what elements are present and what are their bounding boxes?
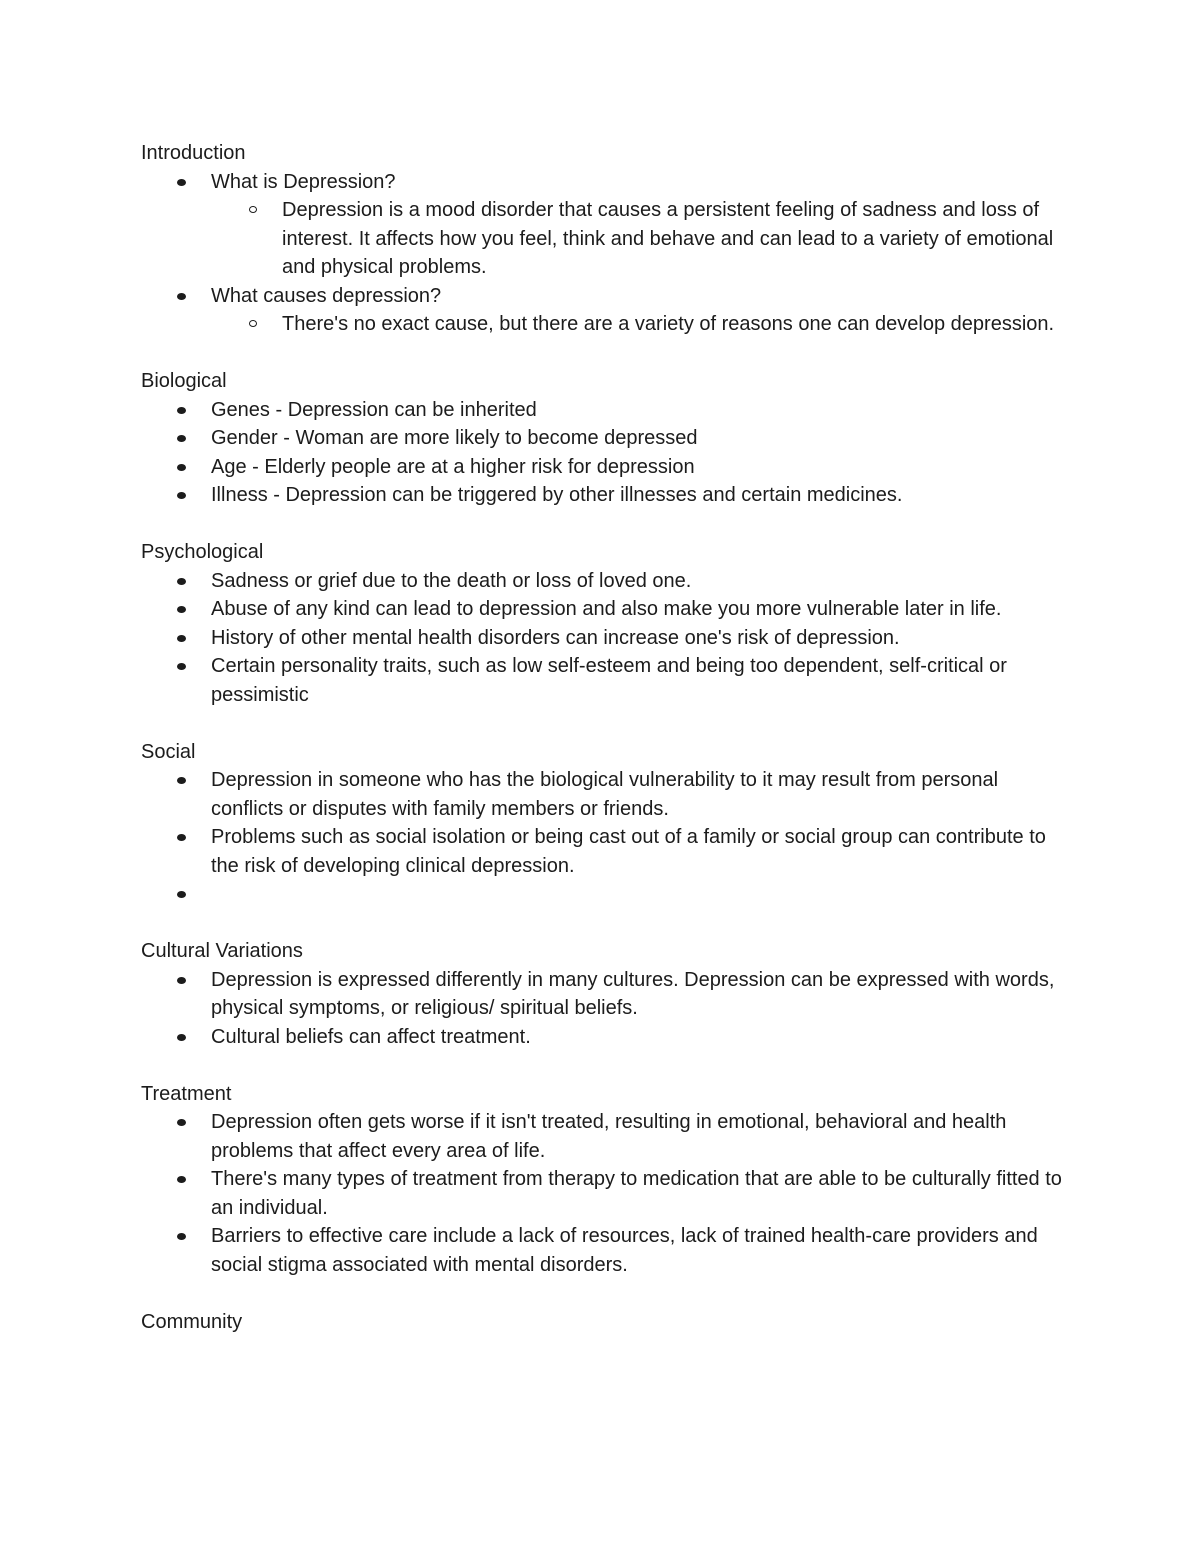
section-introduction (141, 139, 1070, 339)
list-item-text: Barriers to effective care include a lack of resources, lack of trained health-care providers and social stigma associated with mental disorders. (211, 1225, 1038, 1276)
bullet-list (141, 396, 1070, 510)
section-heading: Psychological (141, 541, 264, 563)
filled-bullet-icon (177, 834, 186, 841)
filled-bullet-icon (177, 977, 186, 984)
bullet-list (141, 1108, 1070, 1279)
list-item-text: Age - Elderly people are at a higher risk for depression (211, 455, 695, 478)
list-item-text: Abuse of any kind can lead to depression and also make you more vulnerable later in life. (211, 598, 1002, 620)
bullet-list (141, 567, 1070, 710)
filled-bullet-icon (177, 464, 186, 471)
section-social (141, 738, 1070, 909)
list-item-text: Sadness or grief due to the death or loss of loved one. (211, 569, 692, 592)
bullet-list (141, 966, 1070, 1052)
sub-list-item (211, 196, 1070, 282)
section-heading: Treatment (141, 1082, 232, 1105)
filled-bullet-icon (177, 407, 186, 414)
sub-list-item-text: Depression is a mood disorder that causes a persistent feeling of sadness and loss of interest. It affects how you feel, think and behave and can lead to a variety of emotional and physical problems. (282, 199, 1054, 278)
section-community (141, 1308, 1070, 1337)
bullet-list (141, 766, 1070, 909)
list-item (141, 453, 1070, 482)
list-item-text: Cultural beliefs can affect treatment. (211, 1025, 531, 1048)
list-item (141, 652, 1070, 709)
filled-bullet-icon (177, 293, 186, 300)
filled-bullet-icon (177, 1119, 186, 1126)
list-item (141, 624, 1070, 653)
section-cultural-variations (141, 937, 1070, 1051)
list-item-text: What causes depression? (211, 284, 442, 307)
list-item-text (211, 880, 1070, 909)
list-item-text: Depression often gets worse if it isn't treated, resulting in emotional, behavioral and health problems that affect every area of life. (211, 1111, 1007, 1162)
list-item (141, 1108, 1070, 1165)
sub-list-item (211, 310, 1070, 339)
list-item (141, 966, 1070, 1023)
filled-bullet-icon (177, 635, 186, 642)
filled-bullet-icon (177, 578, 186, 585)
filled-bullet-icon (177, 663, 186, 670)
filled-bullet-icon (177, 435, 186, 442)
list-item (141, 595, 1070, 624)
list-item (141, 823, 1070, 880)
list-item-text: History of other mental health disorders can increase one's risk of depression. (211, 626, 900, 649)
section-heading: Introduction (141, 142, 246, 164)
list-item (141, 481, 1070, 510)
list-item (141, 1165, 1070, 1222)
list-item (141, 424, 1070, 453)
list-item-text: Illness - Depression can be triggered by other illnesses and certain medicines. (211, 484, 903, 506)
section-heading: Cultural Variations (141, 940, 303, 962)
section-heading: Biological (141, 370, 227, 392)
filled-bullet-icon (177, 1034, 186, 1041)
list-item (141, 168, 1070, 282)
filled-bullet-icon (177, 492, 186, 499)
list-item-text: Problems such as social isolation or being cast out of a family or social group can contribute to the risk of developing clinical depression. (211, 826, 1046, 877)
hollow-bullet-icon (249, 206, 257, 213)
list-item-text: There's many types of treatment from therapy to medication that are able to be culturally fitted to an individual. (211, 1168, 1062, 1219)
filled-bullet-icon (177, 606, 186, 613)
filled-bullet-icon (177, 1233, 186, 1240)
section-psychological (141, 538, 1070, 709)
list-item (141, 766, 1070, 823)
list-item (141, 1222, 1070, 1279)
filled-bullet-icon (177, 1176, 186, 1183)
sub-bullet-list (211, 196, 1070, 282)
hollow-bullet-icon (249, 320, 257, 327)
list-item (141, 282, 1070, 339)
sub-list-item-text: There's no exact cause, but there are a variety of reasons one can develop depression. (282, 313, 1055, 335)
filled-bullet-icon (177, 891, 186, 898)
list-item (141, 396, 1070, 425)
filled-bullet-icon (177, 777, 186, 784)
sub-bullet-list (211, 310, 1070, 339)
section-treatment (141, 1080, 1070, 1280)
list-item (141, 567, 1070, 596)
list-item-text: Certain personality traits, such as low self-esteem and being too dependent, self-critical or pessimistic (211, 655, 1007, 706)
list-item-text: What is Depression? (211, 170, 396, 193)
list-item-empty (141, 880, 1070, 909)
section-biological (141, 367, 1070, 510)
filled-bullet-icon (177, 179, 186, 186)
bullet-list (141, 168, 1070, 339)
list-item (141, 1023, 1070, 1052)
section-heading: Social (141, 740, 196, 763)
list-item-text: Depression in someone who has the biological vulnerability to it may result from personal conflicts or disputes with family members or friends. (211, 769, 999, 820)
list-item-text: Depression is expressed differently in many cultures. Depression can be expressed with words, physical symptoms, or religious/ spiritual beliefs. (211, 968, 1055, 1019)
list-item-text: Gender - Woman are more likely to become depressed (211, 427, 698, 449)
list-item-text: Genes - Depression can be inherited (211, 398, 537, 421)
section-heading: Community (141, 1310, 243, 1333)
